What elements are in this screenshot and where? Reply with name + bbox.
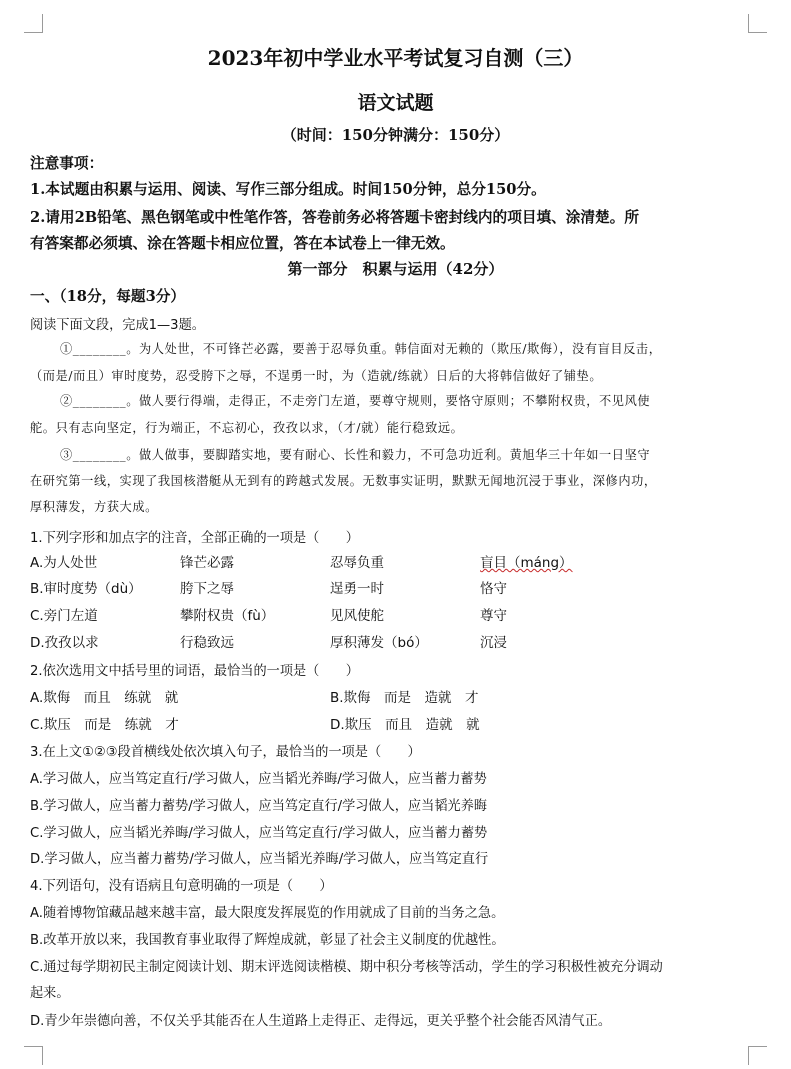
- q4-stem: 4.下列语句，没有语病且句意明确的一项是（ ）: [30, 878, 333, 894]
- q1-stem: 1.下列字形和加点字的注音，全部正确的一项是（ ）: [30, 530, 359, 546]
- exam-subtitle: 语文试题: [357, 92, 434, 114]
- passage-line-2: （而是/而且）审时度势，忍受胯下之辱，不逞勇一时，为（造就/练就）日后的大将韩信做好了铺垫。: [30, 368, 603, 383]
- q3-option-a: A.学习做人，应当笃定直行/学习做人，应当韬光养晦/学习做人，应当蓄力蓄势: [30, 771, 487, 787]
- notes-item-2-line-2: 有答案都必须填、涂在答题卡相应位置，答在本试卷上一律无效。: [30, 234, 455, 252]
- passage-line-3: ②________。做人要行得端，走得正，不走旁门左道，要尊守规则，要恪守原则；不攀附权贵，不见风使: [60, 393, 651, 408]
- q3-option-d: D.学习做人，应当蓄力蓄势/学习做人，应当韬光养晦/学习做人，应当笃定直行: [30, 851, 489, 867]
- q1-option-a-word-3: 忍辱负重: [330, 555, 384, 571]
- q1-option-a-word-1: A.为人处世: [30, 555, 98, 571]
- section-title: 一、（18分，每题3分）: [30, 287, 186, 305]
- q2-option-b: B.欺侮 而是 造就 才: [330, 690, 479, 706]
- q1-option-c-word-4: 尊守: [480, 608, 507, 624]
- q1-option-c-word-3: 见风使舵: [330, 608, 384, 624]
- q3-option-c: C.学习做人，应当韬光养晦/学习做人，应当笃定直行/学习做人，应当蓄力蓄势: [30, 825, 488, 841]
- q3-option-b: B.学习做人，应当蓄力蓄势/学习做人，应当笃定直行/学习做人，应当韬光养晦: [30, 798, 488, 814]
- q1-option-d-word-4: 沉浸: [480, 635, 507, 651]
- exam-time-info: （时间：150分钟满分：150分）: [281, 126, 510, 144]
- q1-option-a-word-4: 盲目（máng）: [480, 555, 573, 571]
- notes-item-1: 1.本试题由积累与运用、阅读、写作三部分组成。时间150分钟，总分150分。: [30, 180, 546, 198]
- q1-option-a-word-2: 锋芒必露: [180, 555, 234, 571]
- notes-heading: 注意事项：: [30, 154, 104, 172]
- q2-option-a: A.欺侮 而且 练就 就: [30, 690, 179, 706]
- q4-option-a: A.随着博物馆藏品越来越丰富，最大限度发挥展览的作用就成了目前的当务之急。: [30, 905, 505, 921]
- exam-title: 2023年初中学业水平考试复习自测（三）: [207, 46, 584, 70]
- q1-option-c-word-1: C.旁门左道: [30, 608, 98, 624]
- q2-option-d: D.欺压 而且 造就 就: [330, 717, 480, 733]
- crop-mark-top-right: [748, 14, 767, 33]
- passage-line-4: 舵。只有志向坚定，行为端正，不忘初心，孜孜以求，（才/就）能行稳致远。: [30, 420, 464, 435]
- q2-option-c: C.欺压 而是 练就 才: [30, 717, 179, 733]
- q1-option-d-word-2: 行稳致远: [180, 635, 234, 651]
- q4-option-d: D.青少年崇德向善，不仅关乎其能否在人生道路上走得正、走得远，更关乎整个社会能否风清气正。: [30, 1013, 612, 1029]
- notes-item-2-line-1: 2.请用2B铅笔、黑色钢笔或中性笔作答，答卷前务必将答题卡密封线内的项目填、涂清楚。所: [30, 208, 639, 226]
- passage-line-7: 厚积薄发，方获大成。: [30, 499, 158, 514]
- q4-option-b: B.改革开放以来，我国教育事业取得了辉煌成就，彰显了社会主义制度的优越性。: [30, 932, 505, 948]
- crop-mark-top-left: [24, 14, 43, 33]
- q3-stem: 3.在上文①②③段首横线处依次填入句子，最恰当的一项是（ ）: [30, 744, 421, 760]
- q2-stem: 2.依次选用文中括号里的词语，最恰当的一项是（ ）: [30, 663, 359, 679]
- q1-option-d-word-3: 厚积薄发（bó）: [330, 635, 428, 651]
- part1-heading: 第一部分 积累与运用（42分）: [287, 260, 504, 278]
- crop-mark-bottom-left: [24, 1046, 43, 1065]
- q1-option-b-word-2: 胯下之辱: [180, 581, 234, 597]
- q1-option-b-word-1: B.审时度势（dù）: [30, 581, 142, 597]
- q1-option-b-word-3: 逞勇一时: [330, 581, 384, 597]
- q1-option-d-word-1: D.孜孜以求: [30, 635, 99, 651]
- crop-mark-bottom-right: [748, 1046, 767, 1065]
- passage-line-1: ①________。为人处世，不可锋芒必露，要善于忍辱负重。韩信面对无赖的（欺压/欺侮），没有盲目反击，: [60, 341, 662, 356]
- passage-instruction: 阅读下面文段，完成1—3题。: [30, 317, 205, 333]
- q4-option-c-line-2: 起来。: [30, 985, 70, 1001]
- q1-option-b-word-4: 恪守: [480, 581, 507, 597]
- passage-line-6: 在研究第一线，实现了我国核潜艇从无到有的跨越式发展。无数事实证明，默默无闻地沉浸于事业，深修内功，: [30, 473, 657, 488]
- q4-option-c-line-1: C.通过每学期初民主制定阅读计划、期末评选阅读楷模、期中积分考核等活动，学生的学习积极性被充分调动: [30, 959, 663, 975]
- q1-option-c-word-2: 攀附权贵（fù）: [180, 608, 275, 624]
- passage-line-5: ③________。做人做事，要脚踏实地，要有耐心、长性和毅力，不可急功近利。黄旭华三十年如一日坚守: [60, 447, 651, 462]
